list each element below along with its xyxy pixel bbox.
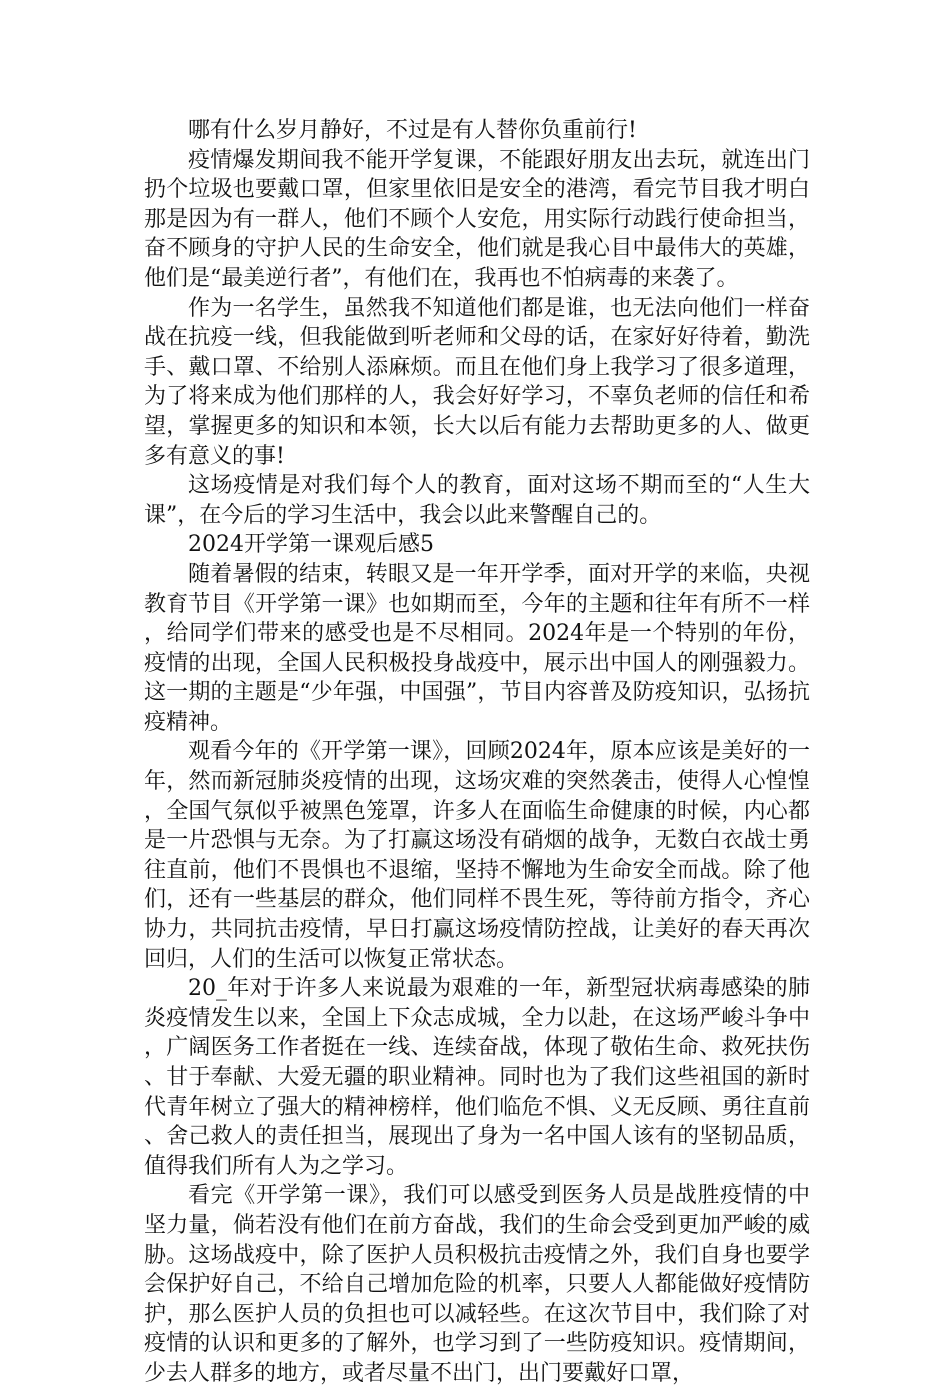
section-paragraph-1: 随着暑假的结束，转眼又是一年开学季，面对开学的来临，央视教育节目《开学第一课》也如期而至，今年的主题和往年有所不一样，给同学们带来的感受也是不尽相同。2024年是一个特别的年份，疫情的出现，全国人民积极投身战疫中，展示出中国人的刚强毅力。这一期的主题是“少年强，中国强”，节目内容普及防疫知识，弘扬抗疫精神。 <box>144 561 810 735</box>
section-title: 2024开学第一课观后感5 <box>188 532 434 558</box>
section-paragraph-3: 20_年对于许多人来说最为艰难的一年，新型冠状病毒感染的肺炎疫情发生以来，全国上下众志成城，全力以赴，在这场严峻斗争中，广阔医务工作者挺在一线、连续奋战，体现了敬佑生命、救死扶伤、甘于奉献、大爱无疆的职业精神。同时也为了我们这些祖国的新时代青年树立了强大的精神榜样，他们临危不惧、义无反顾、勇往直前、舍己救人的责任担当，展现出了身为一名中国人该有的坚韧品质，值得我们所有人为之学习。 <box>144 976 810 1179</box>
paragraph-2: 疫情爆发期间我不能开学复课，不能跟好朋友出去玩，就连出门扔个垃圾也要戴口罩，但家里依旧是安全的港湾，看完节目我才明白那是因为有一群人，他们不顾个人安危，用实际行动践行使命担当，奋不顾身的守护人民的生命安全，他们就是我心目中最伟大的英雄，他们是“最美逆行者”，有他们在，我再也不怕病毒的来袭了。 <box>144 147 810 291</box>
paragraph-3: 作为一名学生，虽然我不知道他们都是谁，也无法向他们一样奋战在抗疫一线，但我能做到听老师和父母的话，在家好好待着，勤洗手、戴口罩、不给别人添麻烦。而且在他们身上我学习了很多道理，为了将来成为他们那样的人，我会好好学习，不辜负老师的信任和希望，掌握更多的知识和本领，长大以后有能力去帮助更多的人、做更多有意义的事! <box>144 295 810 469</box>
paragraph-1: 哪有什么岁月静好，不过是有人替你负重前行! <box>188 118 637 143</box>
section-paragraph-4: 看完《开学第一课》，我们可以感受到医务人员是战胜疫情的中坚力量，倘若没有他们在前方奋战，我们的生命会受到更加严峻的威胁。这场战疫中，除了医护人员积极抗击疫情之外，我们自身也要学会保护好自己，不给自己增加危险的机率，只要人人都能做好疫情防护，那么医护人员的负担也可以减轻些。在这次节目中，我们除了对疫情的认识和更多的了解外，也学习到了一些防疫知识。疫情期间，少去人群多的地方，或者尽量不出门，出门要戴好口罩， <box>144 1183 810 1386</box>
paragraph-4: 这场疫情是对我们每个人的教育，面对这场不期而至的“人生大课”，在今后的学习生活中，我会以此来警醒自己的。 <box>144 473 810 528</box>
section-paragraph-2: 观看今年的《开学第一课》，回顾2024年，原本应该是美好的一年，然而新冠肺炎疫情的出现，这场灾难的突然袭击，使得人心惶惶，全国气氛似乎被黑色笼罩，许多人在面临生命健康的时候，内心都是一片恐惧与无奈。为了打赢这场没有硝烟的战争，无数白衣战士勇往直前，他们不畏惧也不退缩，坚持不懈地为生命安全而战。除了他们，还有一些基层的群众，他们同样不畏生死，等待前方指令，齐心协力，共同抗击疫情，早日打赢这场疫情防控战，让美好的春天再次回归，人们的生活可以恢复正常状态。 <box>144 739 810 972</box>
document-page <box>144 116 810 1389</box>
